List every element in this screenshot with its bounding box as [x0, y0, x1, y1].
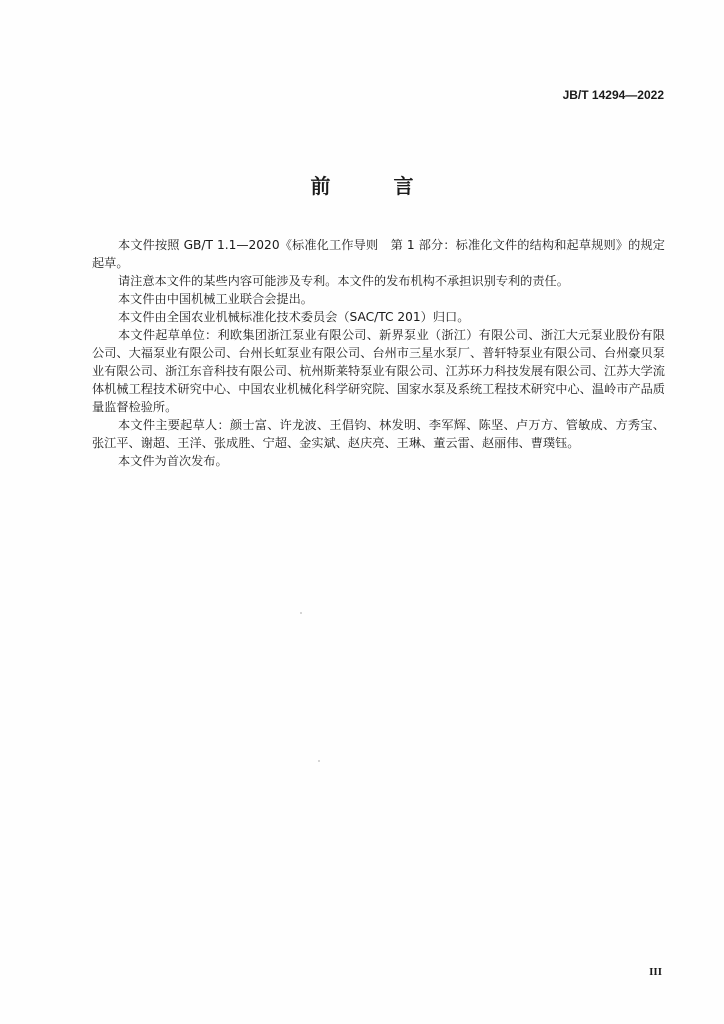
page-number: III — [649, 966, 662, 978]
page-title: 前 言 — [310, 174, 442, 198]
foreword-body — [92, 236, 665, 470]
paragraph-patent-notice: 请注意本文件的某些内容可能涉及专利。本文件的发布机构不承担识别专利的责任。 — [118, 274, 569, 288]
paragraph-proposer: 本文件由中国机械工业联合会提出。 — [118, 292, 313, 306]
standard-number: JB/T 14294—2022 — [562, 88, 664, 102]
scan-speck — [300, 612, 302, 614]
paragraph-drafting-rules: 本文件按照 GB/T 1.1—2020《标准化工作导则 第 1 部分：标准化文件的结构和起草规则》的规定起草。 — [92, 238, 665, 270]
paragraph-first-edition: 本文件为首次发布。 — [118, 454, 228, 468]
paragraph-technical-committee: 本文件由全国农业机械标准化技术委员会（SAC/TC 201）归口。 — [118, 310, 470, 324]
paragraph-drafting-units: 本文件起草单位：利欧集团浙江泵业有限公司、新界泵业（浙江）有限公司、浙江大元泵业股份有限公司、大福泵业有限公司、台州长虹泵业有限公司、台州市三星水泵厂、普轩特泵业有限公司、台州豪贝泵业有限公司、浙江东音科技有限公司、杭州斯莱特泵业有限公司、江苏环力科技发展有限公司、江苏大学流体机械工程技术研究中心、中国农业机械化科学研究院、国家水泵及系统工程技术研究中心、温岭市产品质量监督检验所。 — [92, 328, 665, 414]
scan-speck — [318, 760, 320, 762]
paragraph-drafters: 本文件主要起草人：颜士富、许龙波、王倡钧、林发明、李军辉、陈坚、卢万方、管敏成、方秀宝、张江平、谢超、王洋、张成胜、宁超、金实斌、赵庆亮、王琳、董云雷、赵丽伟、曹璞钰。 — [92, 418, 665, 450]
